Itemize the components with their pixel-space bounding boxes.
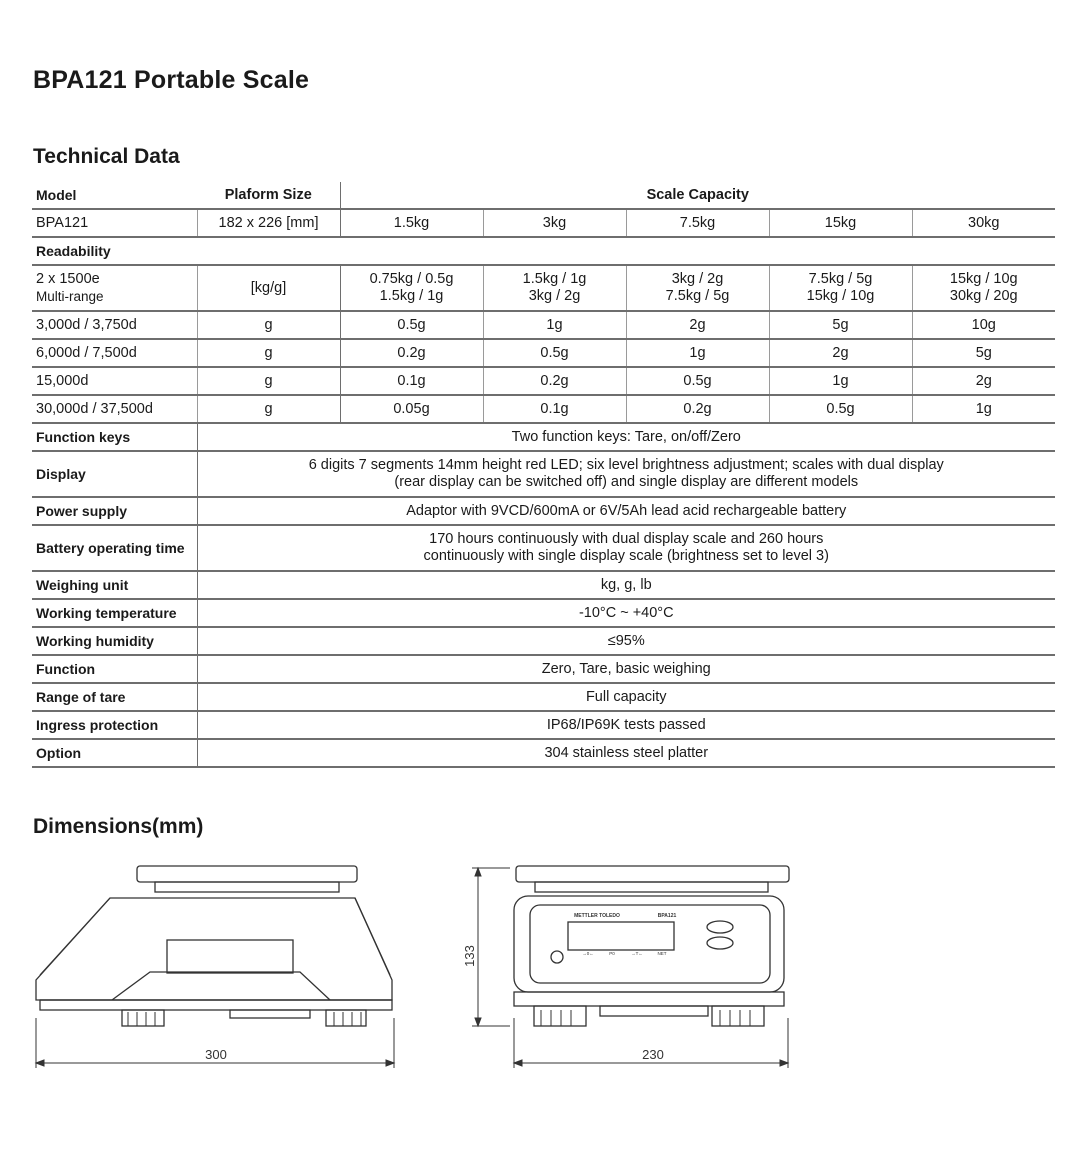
brand-text: METTLER TOLEDO: [574, 913, 620, 919]
spec-label: Function keys: [32, 423, 197, 451]
capacity-cell: 15kg: [769, 209, 912, 237]
spec-row: [32, 423, 1055, 451]
value-cell: 10g: [912, 311, 1055, 339]
header-model: Model: [32, 182, 197, 209]
spec-label: Weighing unit: [32, 571, 197, 599]
spec-value: ≤95%: [197, 627, 1055, 655]
unit-cell: g: [197, 395, 340, 423]
spec-label: Function: [32, 655, 197, 683]
model-text: BPA121: [657, 913, 677, 919]
value-cell: 0.2g: [483, 367, 626, 395]
multirange-cell: 15kg / 10g 30kg / 20g: [912, 265, 1055, 311]
readability-label-cell: 15,000d: [32, 367, 197, 395]
spec-value: 304 stainless steel platter: [197, 739, 1055, 767]
spec-label: Display: [32, 451, 197, 497]
spec-row: [32, 655, 1055, 683]
value-cell: 1g: [626, 339, 769, 367]
value-cell: 0.05g: [340, 395, 483, 423]
spec-value: IP68/IP69K tests passed: [197, 711, 1055, 739]
multirange-label: 2 x 1500e Multi-range: [32, 265, 197, 311]
spec-row: [32, 739, 1055, 767]
value-cell: 0.1g: [340, 367, 483, 395]
front-view-drawing: [514, 866, 789, 1026]
value-cell: 0.1g: [483, 395, 626, 423]
spec-value: 170 hours continuously with dual display scale and 260 hours continuously with single display scale (brightness set to level 3): [197, 525, 1055, 571]
capacity-cell: 1.5kg: [340, 209, 483, 237]
header-platform-size: Plaform Size: [197, 182, 340, 209]
value-cell: 5g: [912, 339, 1055, 367]
readability-row: [32, 339, 1055, 367]
spec-label: Working temperature: [32, 599, 197, 627]
spec-label: Working humidity: [32, 627, 197, 655]
spec-row: [32, 683, 1055, 711]
header-row: [32, 182, 1055, 209]
front-width-label: 230: [642, 1047, 664, 1062]
page-title: BPA121 Portable Scale: [33, 66, 310, 94]
readability-label: Readability: [32, 237, 1055, 265]
indicator-label: NET: [657, 951, 667, 956]
spec-row: [32, 571, 1055, 599]
spec-label: Power supply: [32, 497, 197, 525]
spec-row: [32, 627, 1055, 655]
dimensions-drawing: [0, 850, 1080, 1080]
readability-label-row: [32, 237, 1055, 265]
value-cell: 0.5g: [626, 367, 769, 395]
spec-label: Range of tare: [32, 683, 197, 711]
readability-row: [32, 395, 1055, 423]
height-label: 133: [462, 945, 477, 967]
spec-row: [32, 525, 1055, 571]
value-cell: 1g: [769, 367, 912, 395]
capacity-cell: 7.5kg: [626, 209, 769, 237]
technical-data-table: [32, 182, 1055, 768]
side-width-label: 300: [205, 1047, 227, 1062]
readability-label-cell: 30,000d / 37,500d: [32, 395, 197, 423]
technical-data-heading: Technical Data: [33, 145, 180, 168]
spec-value: 6 digits 7 segments 14mm height red LED; six level brightness adjustment; scales with dual display (rear display can be switched off) and single display are different models: [197, 451, 1055, 497]
spec-value: -10°C ~ +40°C: [197, 599, 1055, 627]
multirange-cell: 1.5kg / 1g 3kg / 2g: [483, 265, 626, 311]
spec-row: [32, 599, 1055, 627]
height-dimension: [472, 868, 510, 1026]
capacity-cell: 3kg: [483, 209, 626, 237]
value-cell: 0.5g: [483, 339, 626, 367]
side-view-drawing: [36, 866, 392, 1026]
platform-size: 182 x 226 [mm]: [197, 209, 340, 237]
multirange-unit: [kg/g]: [197, 265, 340, 311]
dimensions-heading: Dimensions(mm): [33, 815, 204, 838]
model-row: [32, 209, 1055, 237]
unit-cell: g: [197, 311, 340, 339]
spec-row: [32, 497, 1055, 525]
multirange-cell: 3kg / 2g 7.5kg / 5g: [626, 265, 769, 311]
multirange-cell: 7.5kg / 5g 15kg / 10g: [769, 265, 912, 311]
readability-row: [32, 367, 1055, 395]
value-cell: 2g: [912, 367, 1055, 395]
spec-row: [32, 451, 1055, 497]
value-cell: 1g: [483, 311, 626, 339]
spec-value: Adaptor with 9VCD/600mA or 6V/5Ah lead acid rechargeable battery: [197, 497, 1055, 525]
unit-cell: g: [197, 339, 340, 367]
value-cell: 5g: [769, 311, 912, 339]
value-cell: 2g: [626, 311, 769, 339]
spec-label: Battery operating time: [32, 525, 197, 571]
readability-label-cell: 3,000d / 3,750d: [32, 311, 197, 339]
spec-value: Full capacity: [197, 683, 1055, 711]
capacity-cell: 30kg: [912, 209, 1055, 237]
spec-label: Option: [32, 739, 197, 767]
spec-value: kg, g, lb: [197, 571, 1055, 599]
value-cell: 1g: [912, 395, 1055, 423]
indicator-label: →0←: [582, 951, 594, 956]
value-cell: 0.5g: [769, 395, 912, 423]
spec-value: Two function keys: Tare, on/off/Zero: [197, 423, 1055, 451]
readability-row: [32, 311, 1055, 339]
unit-cell: g: [197, 367, 340, 395]
spec-value: Zero, Tare, basic weighing: [197, 655, 1055, 683]
value-cell: 0.2g: [340, 339, 483, 367]
multirange-row: [32, 265, 1055, 311]
indicator-label: P0: [609, 951, 615, 956]
spec-label: Ingress protection: [32, 711, 197, 739]
indicator-label: →T←: [631, 951, 643, 956]
readability-label-cell: 6,000d / 7,500d: [32, 339, 197, 367]
multirange-cell: 0.75kg / 0.5g 1.5kg / 1g: [340, 265, 483, 311]
model-name: BPA121: [32, 209, 197, 237]
value-cell: 0.2g: [626, 395, 769, 423]
value-cell: 0.5g: [340, 311, 483, 339]
header-scale-capacity: Scale Capacity: [340, 182, 1055, 209]
value-cell: 2g: [769, 339, 912, 367]
spec-row: [32, 711, 1055, 739]
front-feet-detail: [541, 1010, 750, 1026]
